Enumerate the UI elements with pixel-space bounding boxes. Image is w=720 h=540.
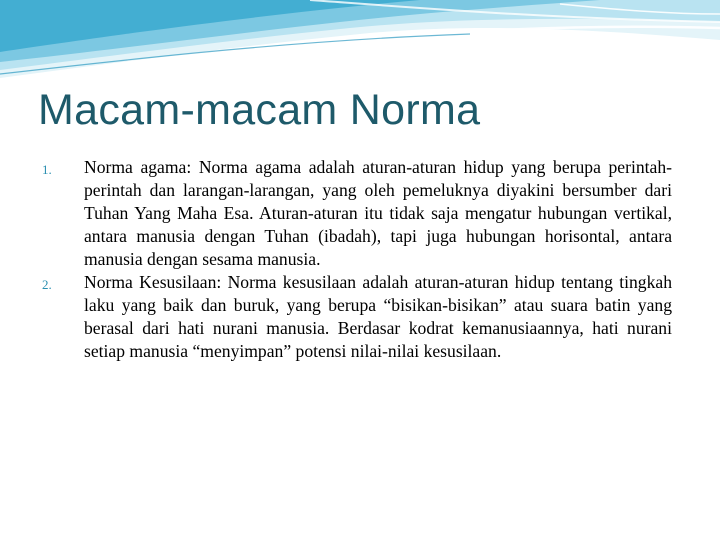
list-item xyxy=(40,271,672,363)
header-wave-decoration xyxy=(0,0,720,90)
list-item-text: Norma agama: Norma agama adalah aturan-aturan hidup yang berupa perintah-perintah dan larangan-larangan, yang oleh pemeluknya diyakini bersumber dari Tuhan Yang Maha Esa. Aturan-aturan itu tidak saja mengatur hubungan vertikal, antara manusia dengan Tuhan (ibadah), tapi juga hubungan horisontal, antara manusia dengan sesama manusia. xyxy=(84,157,672,269)
norma-list xyxy=(40,156,672,363)
list-item-number: 1. xyxy=(42,162,52,177)
list-item xyxy=(40,156,672,271)
list-item-text: Norma Kesusilaan: Norma kesusilaan adalah aturan-aturan hidup tentang tingkah laku yang baik dan buruk, yang berupa “bisikan-bisikan” atau suara batin yang berasal dari hati nurani manusia. Berdasar kodrat kemanusiaannya, hati nurani setiap manusia “menyimpan” potensi nilai-nilai kesusilaan. xyxy=(84,272,672,361)
slide-title: Macam-macam Norma xyxy=(38,86,481,134)
list-item-number: 2. xyxy=(42,277,52,292)
